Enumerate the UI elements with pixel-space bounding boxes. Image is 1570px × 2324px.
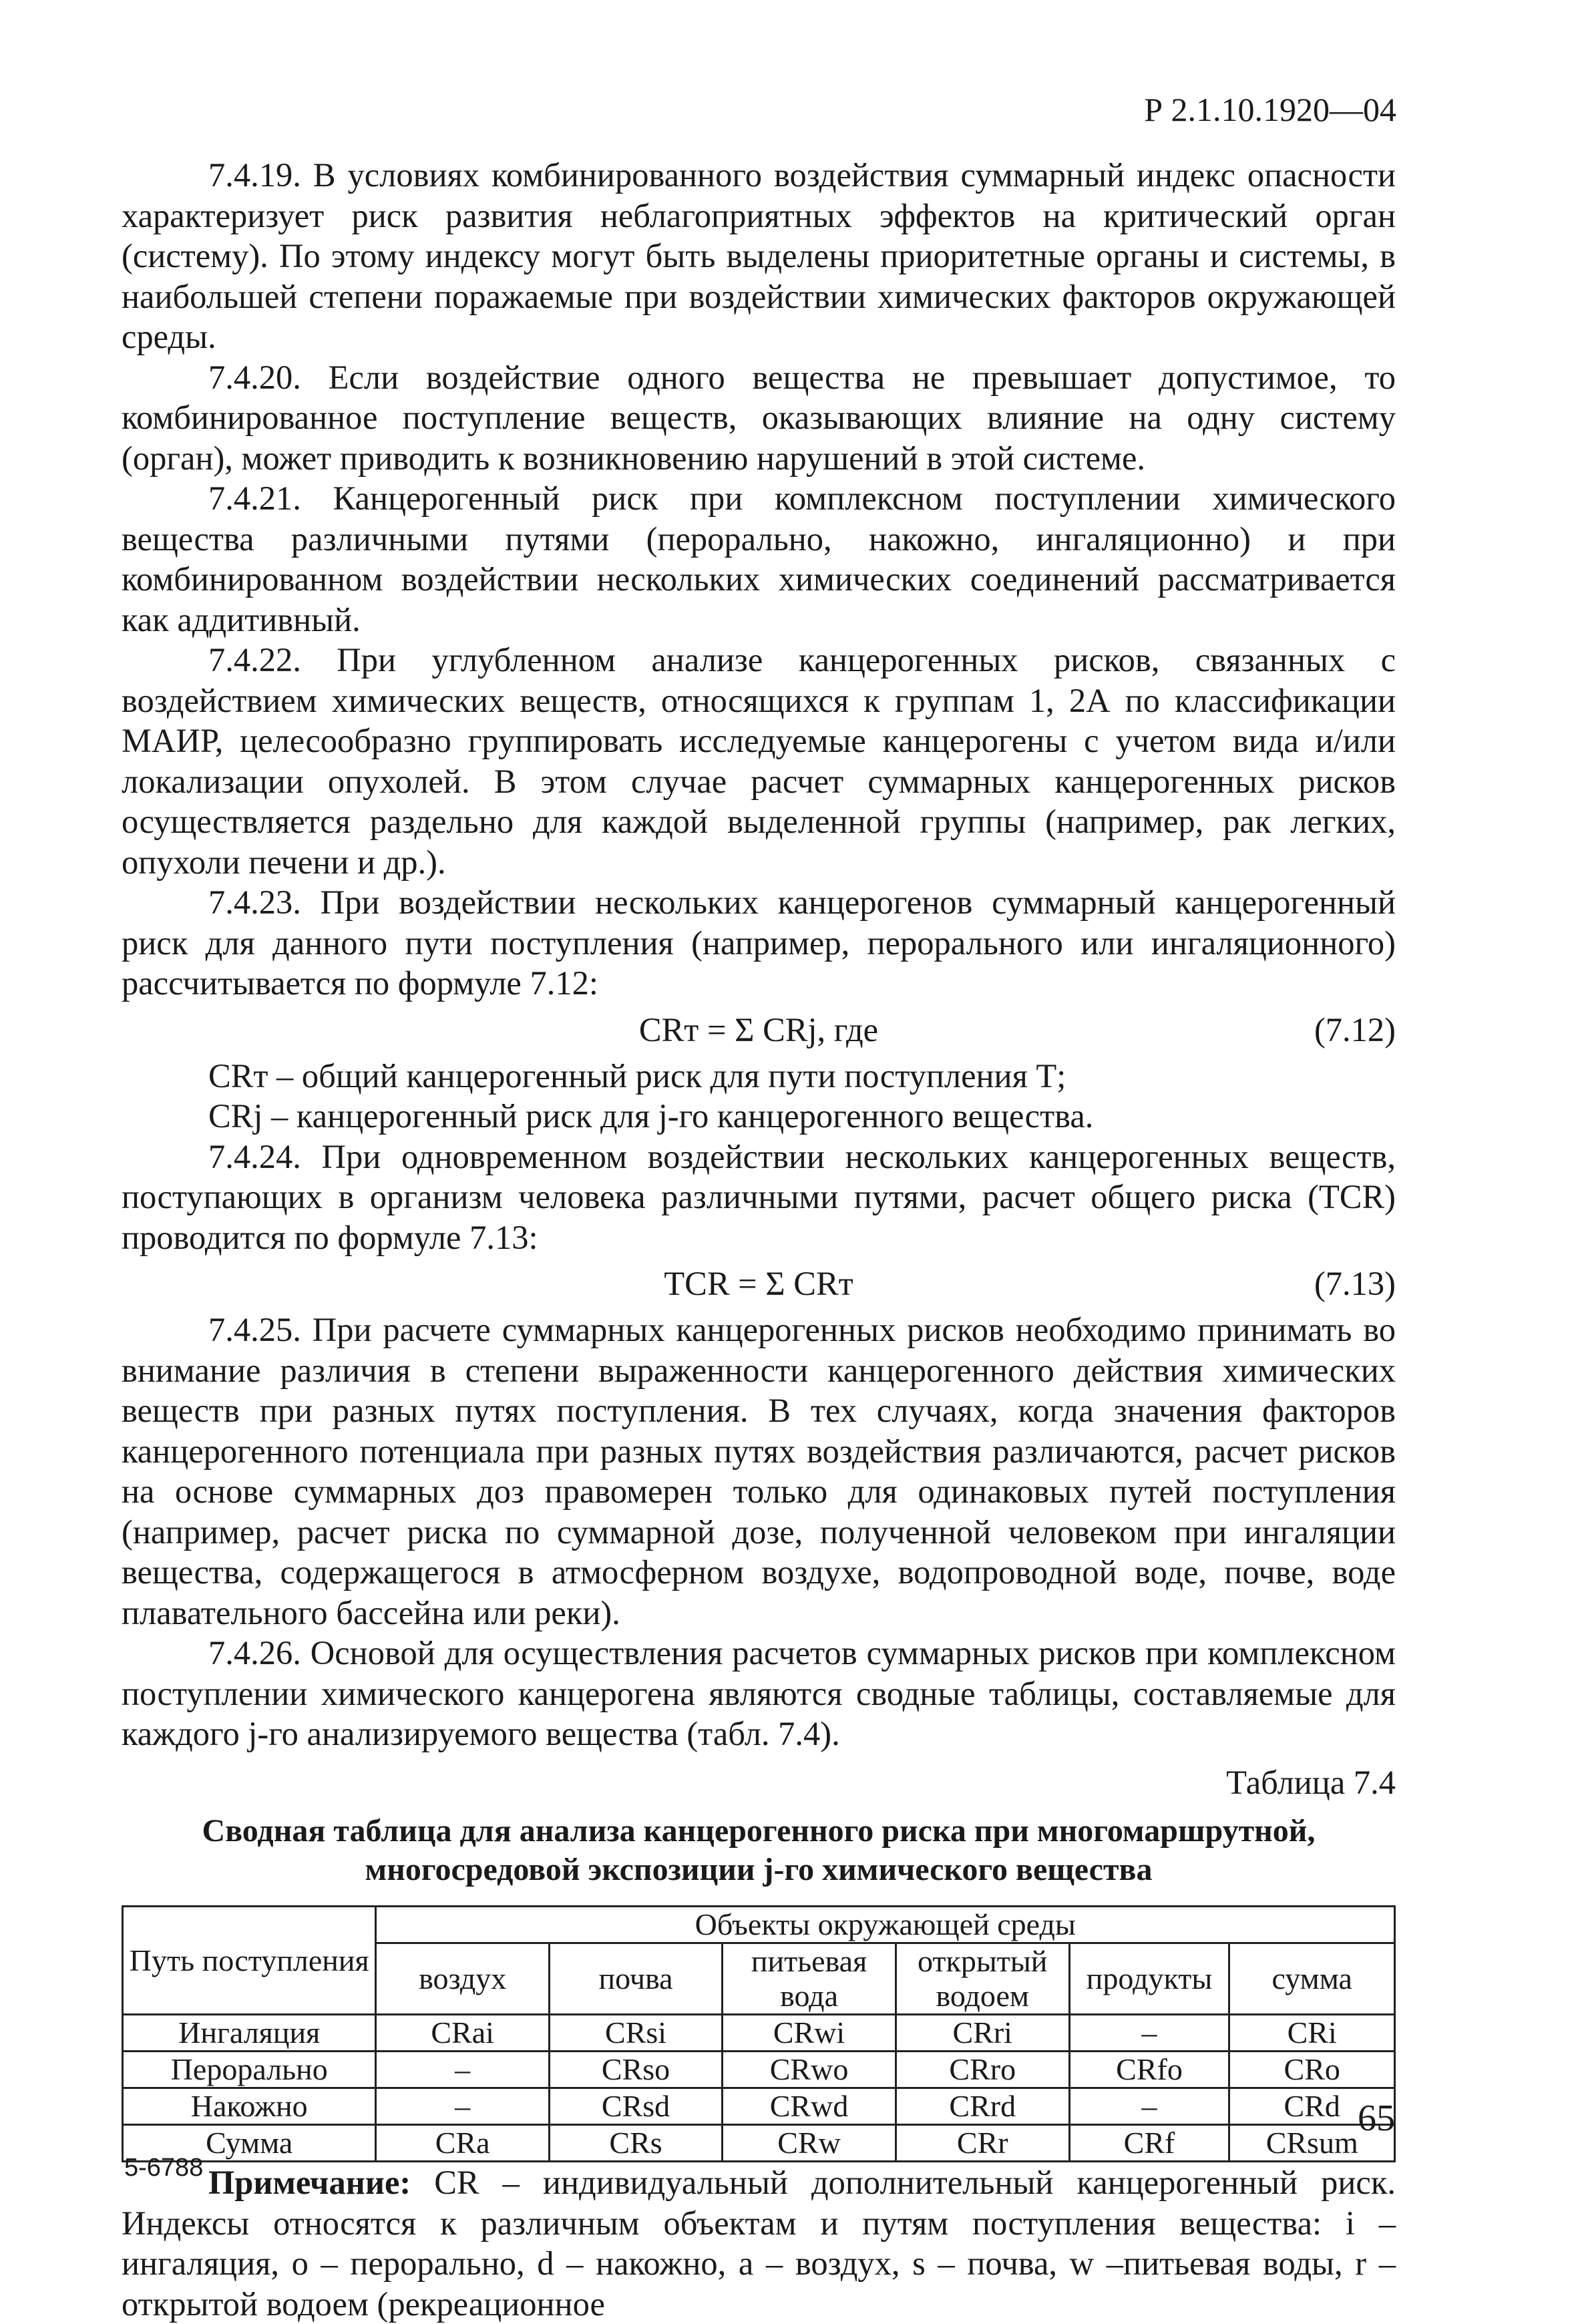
table-row <box>123 2125 1395 2162</box>
table-cell: Сумма <box>123 2125 376 2162</box>
table-row <box>123 2052 1395 2088</box>
table-cell: CRd <box>1229 2088 1395 2125</box>
page-body <box>122 155 1396 2324</box>
page-number: 65 <box>1358 2098 1395 2139</box>
table-cell: Ингаляция <box>123 2015 376 2052</box>
environment-objects-header: Объекты окружающей среды <box>376 1907 1395 1943</box>
table-cell: CRfo <box>1069 2052 1229 2088</box>
formula-7-13-text: TCR = Σ CRт <box>664 1265 853 1302</box>
formula-7-13-number: (7.13) <box>1314 1265 1396 1302</box>
table-cell: Накожно <box>123 2088 376 2125</box>
table-cell: CRs <box>549 2125 722 2162</box>
column-header: питьевая вода <box>723 1943 896 2015</box>
table-cell: CRsum <box>1229 2125 1395 2162</box>
table-cell: CRsi <box>549 2015 722 2052</box>
paragraph-7-4-23: 7.4.23. При воздействии нескольких канцерогенов суммарный канцерогенный риск для данного пути поступления (например, перорального или ингаляционного) рассчитывается по формуле 7.12: <box>122 884 1396 1002</box>
note-label: Примечание: <box>208 2164 411 2201</box>
table-cell: CRwd <box>723 2088 896 2125</box>
paragraph-7-4-26: 7.4.26. Основой для осуществления расчетов суммарных рисков при комплексном поступлении химического канцерогена являются сводные таблицы, составляемые для каждого j-го анализируемого вещества (табл. 7.4). <box>122 1634 1396 1752</box>
table-cell: – <box>1069 2088 1229 2125</box>
print-code: 5-6788 <box>124 2154 204 2182</box>
paragraph-7-4-25: 7.4.25. При расчете суммарных канцерогенных рисков необходимо принимать во внимание различия в степени выраженности канцерогенного действия химических веществ при разных путях поступления. В тех случаях, когда значения факторов канцерогенного потенциала при разных путях воздействия различаются, расчет рисков на основе суммарных доз правомерен только для одинаковых путей поступления (например, расчет риска по суммарной дозе, полученной человеком при ингаляции вещества, содержащегося в атмосферном воздухе, водопроводной воде, почве, воде плавательного бассейна или реки). <box>122 1311 1396 1631</box>
table-cell: CRro <box>896 2052 1069 2088</box>
paragraph-7-4-20: 7.4.20. Если воздействие одного вещества не превышает допустимое, то комбинированное поступление веществ, оказывающих влияние на одну систему (орган), может приводить к возникновению нарушений в этой системе. <box>122 358 1396 477</box>
note-text: CR – индивидуальный дополнительный канцерогенный риск. Индексы относятся к различным объектам и путям поступления вещества: i – ингаляция, o – перорально, d – накожно, a – воздух, s – почва, w –питьевая воды, r – открытой водоем (рекреационное <box>122 2164 1396 2323</box>
definition-crj: CRj – канцерогенный риск для j-го канцерогенного вещества. <box>208 1097 1094 1135</box>
running-header: Р 2.1.10.1920—04 <box>1144 91 1396 128</box>
column-header: сумма <box>1229 1943 1395 2015</box>
risk-summary-table <box>122 1905 1396 2162</box>
table-cell: CRw <box>723 2125 896 2162</box>
column-header: почва <box>549 1943 722 2015</box>
paragraph-7-4-19: 7.4.19. В условиях комбинированного воздействия суммарный индекс опасности характеризует риск развития неблагоприятных эффектов на критический орган (систему). По этому индексу могут быть выделены приоритетные органы и системы, в наибольшей степени поражаемые при воздействии химических факторов окружающей среды. <box>122 156 1396 355</box>
table-cell: CRso <box>549 2052 722 2088</box>
table-title-line-1: Сводная таблица для анализа канцерогенного риска при многомаршрутной, <box>202 1813 1316 1849</box>
table-cell: CRai <box>376 2015 549 2052</box>
column-header: продукты <box>1069 1943 1229 2015</box>
table-cell: CRr <box>896 2125 1069 2162</box>
table-cell: CRwi <box>723 2015 896 2052</box>
table-cell: – <box>1069 2015 1229 2052</box>
table-cell: CRwo <box>723 2052 896 2088</box>
table-cell: CRsd <box>549 2088 722 2125</box>
route-header: Путь поступления <box>123 1907 376 2015</box>
table-cell: CRrd <box>896 2088 1069 2125</box>
table-title <box>122 1812 1396 1889</box>
column-header: воздух <box>376 1943 549 2015</box>
table-cell: CRri <box>896 2015 1069 2052</box>
formula-7-12-number: (7.12) <box>1314 1010 1396 1048</box>
table-cell: CRo <box>1229 2052 1395 2088</box>
definition-crt: CRт – общий канцерогенный риск для пути поступления Т; <box>208 1056 1066 1095</box>
table-cell: Перорально <box>123 2052 376 2088</box>
formula-7-12 <box>122 1004 1396 1056</box>
table-row <box>123 2015 1395 2052</box>
table-caption: Таблица 7.4 <box>1226 1763 1396 1801</box>
table-title-line-2: многосредовой экспозиции j-го химического вещества <box>365 1852 1153 1887</box>
column-header: открытый водоем <box>896 1943 1069 2015</box>
paragraph-7-4-24: 7.4.24. При одновременном воздействии нескольких канцерогенных веществ, поступающих в организм человека различными путями, расчет общего риска (TCR) проводится по формуле 7.13: <box>122 1137 1396 1256</box>
formula-7-13 <box>122 1257 1396 1310</box>
paragraph-7-4-21: 7.4.21. Канцерогенный риск при комплексном поступлении химического вещества различными путями (перорально, накожно, ингаляционно) и при комбинированном воздействии нескольких химических соединений рассматривается как аддитивный. <box>122 479 1396 638</box>
table-row <box>123 2088 1395 2125</box>
table-note <box>122 2162 1396 2324</box>
table-cell: CRf <box>1069 2125 1229 2162</box>
table-cell: CRi <box>1229 2015 1395 2052</box>
table-cell: – <box>376 2052 549 2088</box>
paragraph-7-4-22: 7.4.22. При углубленном анализе канцерогенных рисков, связанных с воздействием химических веществ, относящихся к группам 1, 2А по классификации МАИР, целесообразно группировать исследуемые канцерогены с учетом вида и/или локализации опухолей. В этом случае расчет суммарных канцерогенных рисков осуществляется раздельно для каждой выделенной группы (например, рак легких, опухоли печени и др.). <box>122 641 1396 881</box>
formula-7-12-text: CRт = Σ CRj, где <box>638 1010 879 1048</box>
table-cell: – <box>376 2088 549 2125</box>
table-cell: CRa <box>376 2125 549 2162</box>
